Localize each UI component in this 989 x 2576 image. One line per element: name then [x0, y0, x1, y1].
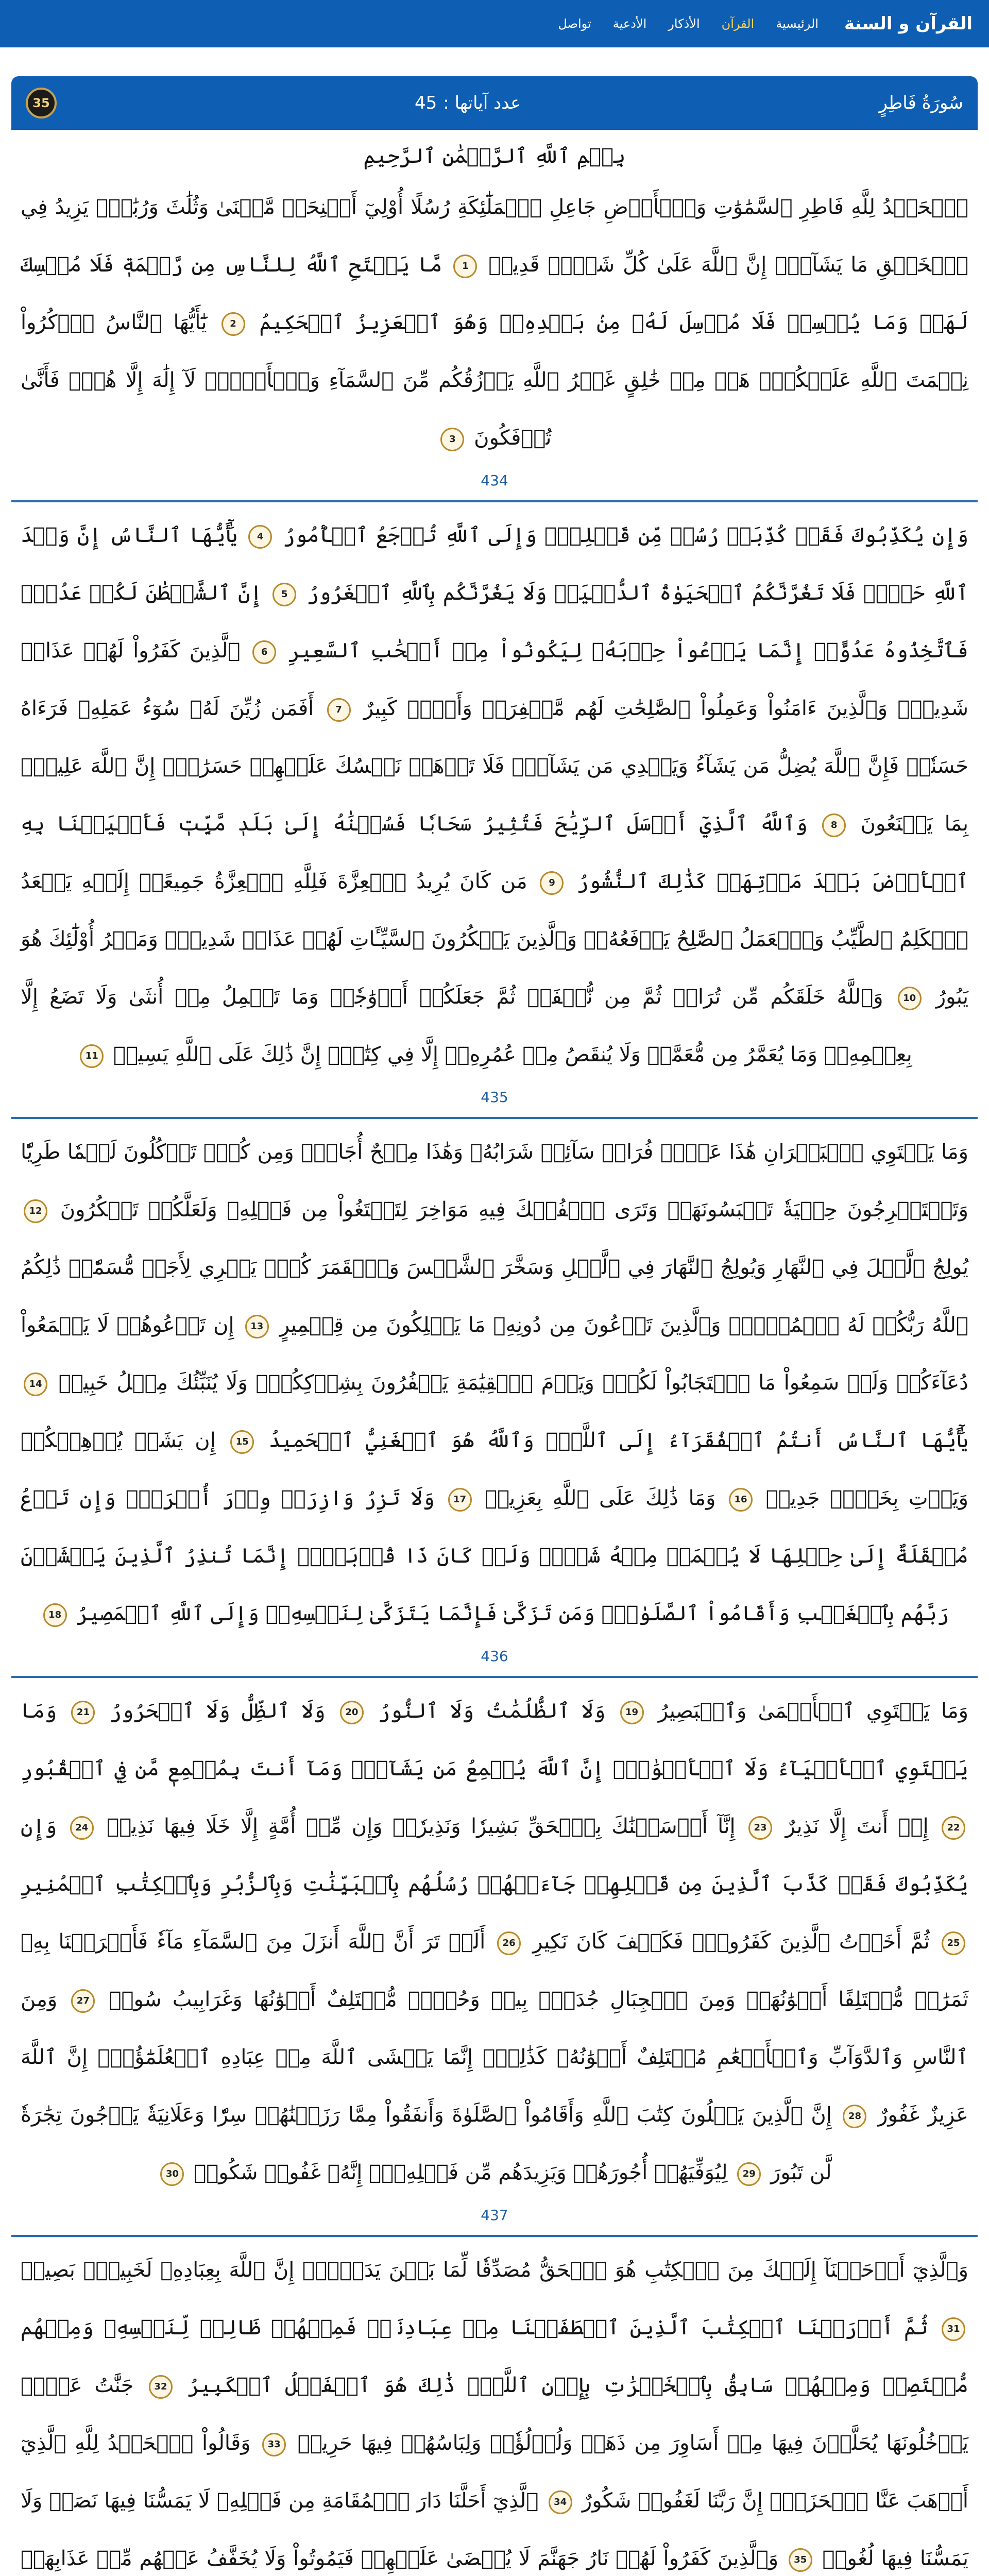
nav-link-duas[interactable]: الأدعية	[612, 16, 647, 31]
ayah-text: وَإِن يُكَذِّبُوكَ فَقَدۡ كُذِّبَتۡ رُسُلٞ مِّن قَبۡلِكَۚ وَإِلَى ٱللَّهِ تُرۡجَعُ ٱلۡأُمُورُ	[283, 523, 969, 547]
ayah-text: يَٰٓأَيُّهَا ٱلنَّاسُ إِنَّ وَعۡدَ ٱللَّهِ حَقّٞۖ فَلَا تَغُرَّنَّكُمُ ٱلۡحَيَوٰةُ ٱلدُّنۡيَاۖ وَلَا يَغُرَّنَّكُم بِٱللَّهِ ٱلۡغَرُورُ	[21, 523, 969, 605]
ayah-text: وَلَا ٱلظِّلُّ وَلَا ٱلۡحَرُورُ	[109, 1699, 326, 1723]
ayah-number-marker: 32	[149, 2375, 173, 2399]
ayah-text: ٱلَّذِينَ كَفَرُواْ لَهُمۡ عَذَابٞ شَدِيدٞۖ وَٱلَّذِينَ ءَامَنُواْ وَعَمِلُواْ ٱلصَّٰلِحَٰتِ لَهُم مَّغۡفِرَةٞ وَأَجۡرٞ كَبِيرٌ	[21, 639, 968, 720]
surah-number-badge: 35	[26, 88, 57, 118]
page-text	[21, 1682, 968, 2201]
mushaf-pages	[11, 130, 978, 2576]
ayah-number-marker: 3	[440, 428, 464, 451]
ayah-number-marker: 27	[71, 1989, 95, 2013]
page-text	[21, 178, 968, 467]
ayah-number-marker: 2	[221, 312, 245, 336]
ayah-number-marker: 9	[540, 871, 564, 895]
page-number: 434	[481, 472, 508, 489]
ayah-text: وَٱللَّهُ ٱلَّذِيٓ أَرۡسَلَ ٱلرِّيَٰحَ فَتُثِيرُ سَحَابٗا فَسُقۡنَٰهُ إِلَىٰ بَلَدٖ مَّيِّتٖ فَأَحۡيَيۡنَا بِهِ ٱلۡأَرۡضَ بَعۡدَ مَوۡتِهَاۚ كَذَٰلِكَ ٱلنُّشُورُ	[21, 812, 969, 893]
ayah-number-marker: 1	[453, 255, 477, 278]
mushaf-page	[11, 1678, 978, 2237]
ayah-text: يَٰٓأَيُّهَا ٱلنَّاسُ أَنتُمُ ٱلۡفُقَرَآءُ إِلَى ٱللَّهِۖ وَٱللَّهُ هُوَ ٱلۡغَنِيُّ ٱلۡحَمِيدُ	[268, 1429, 968, 1452]
ayah-number-marker: 31	[942, 2317, 965, 2341]
ayah-number-marker: 19	[620, 1701, 644, 1724]
mushaf-page	[11, 130, 978, 502]
site-brand[interactable]: القرآن و السنة	[844, 13, 973, 34]
ayah-number-marker: 28	[843, 2105, 866, 2128]
ayah-number-marker: 30	[160, 2162, 184, 2186]
ayah-number-marker: 17	[448, 1488, 472, 1512]
page-number: 437	[481, 2207, 508, 2224]
nav-link-home[interactable]: الرئيسية	[776, 16, 819, 31]
ayah-number-marker: 21	[71, 1701, 95, 1724]
ayah-number-marker: 25	[942, 1931, 965, 1955]
surah-header	[11, 76, 978, 130]
ayah-count-label: عدد آياتها :	[443, 93, 521, 113]
mushaf-page	[11, 502, 978, 1119]
ayah-number-marker: 8	[822, 814, 846, 837]
ayah-number-marker: 24	[70, 1816, 94, 1840]
ayah-text: ٱلَّذِيٓ أَحَلَّنَا دَارَ ٱلۡمُقَامَةِ مِن فَضۡلِهِۦ لَا يَمَسُّنَا فِيهَا نَصَبٞ وَلَا يَمَسُّنَا فِيهَا لُغُوبٞ	[21, 2489, 969, 2570]
ayah-text: وَٱللَّهُ خَلَقَكُم مِّن تُرَابٖ ثُمَّ مِن نُّطۡفَةٖ ثُمَّ جَعَلَكُمۡ أَزۡوَٰجٗاۚ وَمَا تَحۡمِلُ مِنۡ أُنثَىٰ وَلَا تَضَعُ إِلَّا بِعِلۡمِهِۦۚ وَمَا يُعَمَّرُ مِن مُّعَمَّرٖ وَلَا يُنقَصُ مِنۡ عُمُرِهِۦٓ إِلَّا فِي كِتَٰبٍۚ إِنَّ ذَٰلِكَ عَلَى ٱللَّهِ يَسِيرٞ	[21, 985, 912, 1066]
ayah-number-marker: 33	[262, 2433, 286, 2456]
ayah-text: أَفَمَن زُيِّنَ لَهُۥ سُوٓءُ عَمَلِهِۦ فَرَءَاهُ حَسَنٗاۖ فَإِنَّ ٱللَّهَ يُضِلُّ مَن يَشَآءُ وَيَهۡدِي مَن يَشَآءُۖ فَلَا تَذۡهَبۡ نَفۡسُكَ عَلَيۡهِمۡ حَسَرَٰتٍۚ إِنَّ ٱللَّهَ عَلِيمُۢ بِمَا يَصۡنَعُونَ	[21, 697, 969, 836]
page-text	[21, 1123, 968, 1642]
ayah-text: لِيُوَفِّيَهُمۡ أُجُورَهُمۡ وَيَزِيدَهُم مِّن فَضۡلِهِۦٓۚ إِنَّهُۥ غَفُورٞ شَكُورٞ	[194, 2161, 728, 2184]
ayah-count	[415, 93, 521, 113]
ayah-text: وَٱلَّذِيٓ أَوۡحَيۡنَآ إِلَيۡكَ مِنَ ٱلۡكِتَٰبِ هُوَ ٱلۡحَقُّ مُصَدِّقٗا لِّمَا بَيۡنَ يَدَيۡهِۗ إِنَّ ٱللَّهَ بِعِبَادِهِۦ لَخَبِيرُۢ بَصِيرٞ	[21, 2258, 968, 2282]
ayah-number-marker: 20	[340, 1701, 364, 1724]
ayah-text: وَلَا ٱلظُّلُمَٰتُ وَلَا ٱلنُّورُ	[378, 1699, 606, 1723]
ayah-number-marker: 14	[24, 1372, 47, 1396]
ayah-number-marker: 13	[245, 1315, 269, 1338]
basmala: بِسۡمِ ٱللَّهِ ٱلرَّحۡمَٰنِ ٱلرَّحِيمِ	[363, 144, 626, 168]
ayah-number-marker: 34	[549, 2490, 572, 2514]
ayah-text: وَمِنَ ٱلنَّاسِ وَٱلدَّوَآبِّ وَٱلۡأَنۡعَٰمِ مُخۡتَلِفٌ أَلۡوَٰنُهُۥ كَذَٰلِكَۗ إِنَّمَا يَخۡشَى ٱللَّهَ مِنۡ عِبَادِهِ ٱلۡعُلَمَٰٓؤُاْۗ إِنَّ ٱللَّهَ عَزِيزٌ غَفُورٌ	[21, 1988, 968, 2127]
nav-link-quran[interactable]: القرآن	[721, 16, 755, 31]
ayah-text: ٱلۡحَمۡدُ لِلَّهِ فَاطِرِ ٱلسَّمَٰوَٰتِ وَٱلۡأَرۡضِ جَاعِلِ ٱلۡمَلَٰٓئِكَةِ رُسُلًا أُوْلِيٓ أَجۡنِحَةٖ مَّثۡنَىٰ وَثُلَٰثَ وَرُبَٰعَۚ يَزِيدُ فِي ٱلۡخَلۡقِ مَا يَشَآءُۚ إِنَّ ٱللَّهَ عَلَىٰ كُلِّ شَيۡءٖ قَدِيرٞ	[21, 195, 968, 277]
ayah-text: يَٰٓأَيُّهَا ٱلنَّاسُ ٱذۡكُرُواْ نِعۡمَتَ ٱللَّهِ عَلَيۡكُمۡۚ هَلۡ مِنۡ خَٰلِقٍ غَيۡرُ ٱللَّهِ يَرۡزُقُكُم مِّنَ ٱلسَّمَآءِ وَٱلۡأَرۡضِۚ لَآ إِلَٰهَ إِلَّا هُوَۖ فَأَنَّىٰ تُؤۡفَكُونَ	[21, 311, 968, 450]
ayah-text: وَلَا تَزِرُ وَازِرَةٞ وِزۡرَ أُخۡرَىٰۚ وَإِن تَدۡعُ مُثۡقَلَةٌ إِلَىٰ حِمۡلِهَا لَا يُحۡمَلۡ مِنۡهُ شَيۡءٞ وَلَوۡ كَانَ ذَا قُرۡبَىٰٓۗ إِنَّمَا تُنذِرُ ٱلَّذِينَ يَخۡشَوۡنَ رَبَّهُم بِٱلۡغَيۡبِ وَأَقَامُواْ ٱلصَّلَوٰةَۚ وَمَن تَزَكَّىٰ فَإِنَّمَا يَتَزَكَّىٰ لِنَفۡسِهِۦۚ وَإِلَى ٱللَّهِ ٱلۡمَصِيرُ	[21, 1486, 968, 1625]
ayah-text: إِنَّ ٱلشَّيۡطَٰنَ لَكُمۡ عَدُوّٞ فَٱتَّخِذُوهُ عَدُوًّاۚ إِنَّمَا يَدۡعُواْ حِزۡبَهُۥ لِيَكُونُواْ مِنۡ أَصۡحَٰبِ ٱلسَّعِيرِ	[21, 581, 968, 663]
ayah-number-marker: 23	[748, 1816, 772, 1840]
ayah-text: وَمَا ذَٰلِكَ عَلَى ٱللَّهِ بِعَزِيزٖ	[485, 1486, 716, 1510]
ayah-number-marker: 6	[252, 640, 276, 664]
surah-title: سُورَةُ فَاطِرٍ	[879, 93, 963, 113]
page-text	[21, 506, 968, 1083]
ayah-number-marker: 15	[230, 1430, 254, 1454]
ayah-number-marker: 22	[942, 1816, 965, 1840]
ayah-text: وَمَا يَسۡتَوِي ٱلۡبَحۡرَانِ هَٰذَا عَذۡبٞ فُرَاتٞ سَآئِغٞ شَرَابُهُۥ وَهَٰذَا مِلۡحٌ أُجَاجٞۖ وَمِن كُلّٖ تَأۡكُلُونَ لَحۡمٗا طَرِيّٗا وَتَسۡتَخۡرِجُونَ حِلۡيَةٗ تَلۡبَسُونَهَاۖ وَتَرَى ٱلۡفُلۡكَ فِيهِ مَوَاخِرَ لِتَبۡتَغُواْ مِن فَضۡلِهِۦ وَلَعَلَّكُمۡ تَشۡكُرُونَ	[21, 1140, 969, 1222]
nav-link-contact[interactable]: تواصل	[558, 16, 591, 31]
page-text	[21, 2241, 968, 2576]
ayah-number-marker: 18	[43, 1603, 67, 1627]
ayah-text: إِن تَدۡعُوهُمۡ لَا يَسۡمَعُواْ دُعَآءَكُمۡ وَلَوۡ سَمِعُواْ مَا ٱسۡتَجَابُواْ لَكُمۡۖ وَيَوۡمَ ٱلۡقِيَٰمَةِ يَكۡفُرُونَ بِشِرۡكِكُمۡۚ وَلَا يُنَبِّئُكَ مِثۡلُ خَبِيرٖ	[21, 1313, 968, 1395]
ayah-number-marker: 12	[24, 1199, 47, 1223]
ayah-text: وَإِن يُكَذِّبُوكَ فَقَدۡ كَذَّبَ ٱلَّذِينَ مِن قَبۡلِهِمۡ جَآءَتۡهُمۡ رُسُلُهُم بِٱلۡبَيِّنَٰتِ وَبِٱلزُّبُرِ وَبِٱلۡكِتَٰبِ ٱلۡمُنِيرِ	[21, 1815, 968, 1896]
ayah-text: وَقَالُواْ ٱلۡحَمۡدُ لِلَّهِ ٱلَّذِيٓ أَذۡهَبَ عَنَّا ٱلۡحَزَنَۖ إِنَّ رَبَّنَا لَغَفُورٞ شَكُورٌ	[21, 2431, 969, 2513]
page-number: 436	[481, 1648, 508, 1665]
ayah-text: يُولِجُ ٱلَّيۡلَ فِي ٱلنَّهَارِ وَيُولِجُ ٱلنَّهَارَ فِي ٱلَّيۡلِ وَسَخَّرَ ٱلشَّمۡسَ وَٱلۡقَمَرَ كُلّٞ يَجۡرِي لِأَجَلٖ مُّسَمّٗىۚ ذَٰلِكُمُ ٱللَّهُ رَبُّكُمۡ لَهُ ٱلۡمُلۡكُۚ وَٱلَّذِينَ تَدۡعُونَ مِن دُونِهِۦ مَا يَمۡلِكُونَ مِن قِطۡمِيرٍ	[21, 1256, 968, 1337]
surah-container	[11, 76, 978, 2576]
ayah-number-marker: 10	[898, 987, 922, 1010]
ayah-text: جَنَّٰتُ عَدۡنٖ يَدۡخُلُونَهَا يُحَلَّوۡنَ فِيهَا مِنۡ أَسَاوِرَ مِن ذَهَبٖ وَلُؤۡلُؤٗاۖ وَلِبَاسُهُمۡ فِيهَا حَرِيرٞ	[21, 2374, 969, 2455]
ayah-number-marker: 4	[248, 525, 272, 549]
ayah-text: ثُمَّ أَوۡرَثۡنَا ٱلۡكِتَٰبَ ٱلَّذِينَ ٱصۡطَفَيۡنَا مِنۡ عِبَادِنَاۖ فَمِنۡهُمۡ ظَالِمٞ لِّنَفۡسِهِۦ وَمِنۡهُم مُّقۡتَصِدٞ وَمِنۡهُمۡ سَابِقُۢ بِٱلۡخَيۡرَٰتِ بِإِذۡنِ ٱللَّهِۚ ذَٰلِكَ هُوَ ٱلۡفَضۡلُ ٱلۡكَبِيرُ	[21, 2316, 968, 2397]
ayah-text: وَٱلَّذِينَ كَفَرُواْ لَهُمۡ نَارُ جَهَنَّمَ لَا يُقۡضَىٰ عَلَيۡهِمۡ فَيَمُوتُواْ وَلَا يُخَفَّفُ عَنۡهُم مِّنۡ عَذَابِهَاۚ	[21, 2547, 779, 2570]
ayah-number-marker: 26	[497, 1931, 521, 1955]
ayah-text: إِنَّآ أَرۡسَلۡنَٰكَ بِٱلۡحَقِّ بَشِيرٗا وَنَذِيرٗاۚ وَإِن مِّنۡ أُمَّةٍ إِلَّا خَلَا فِيهَا نَذِيرٞ	[107, 1815, 736, 1838]
ayah-text: وَمَا يَسۡتَوِي ٱلۡأَحۡيَآءُ وَلَا ٱلۡأَمۡوَٰتُۚ إِنَّ ٱللَّهَ يُسۡمِعُ مَن يَشَآءُۖ وَمَآ أَنتَ بِمُسۡمِعٖ مَّن فِي ٱلۡقُبُورِ	[21, 1699, 968, 1781]
ayah-count-value: 45	[415, 93, 437, 113]
ayah-number-marker: 11	[80, 1044, 104, 1068]
ayah-text: وَمَا يَسۡتَوِي ٱلۡأَعۡمَىٰ وَٱلۡبَصِيرُ	[658, 1699, 968, 1723]
ayah-number-marker: 35	[789, 2548, 812, 2572]
mushaf-page	[11, 2237, 978, 2576]
ayah-number-marker: 29	[737, 2162, 761, 2186]
top-navbar	[0, 0, 989, 47]
ayah-text: إِنۡ أَنتَ إِلَّا نَذِيرٌ	[785, 1815, 929, 1838]
nav-link-azkar[interactable]: الأذكار	[668, 16, 700, 31]
ayah-text: مَّا يَفۡتَحِ ٱللَّهُ لِلنَّاسِ مِن رَّحۡمَةٖ فَلَا مُمۡسِكَ لَهَاۖ وَمَا يُمۡسِكۡ فَلَا مُرۡسِلَ لَهُۥ مِنۢ بَعۡدِهِۦۚ وَهُوَ ٱلۡعَزِيزُ ٱلۡحَكِيمُ	[21, 253, 969, 334]
ayah-number-marker: 7	[327, 698, 351, 722]
page-number: 435	[481, 1089, 508, 1106]
ayah-text: أَلَمۡ تَرَ أَنَّ ٱللَّهَ أَنزَلَ مِنَ ٱلسَّمَآءِ مَآءٗ فَأَخۡرَجۡنَا بِهِۦ ثَمَرَٰتٖ مُّخۡتَلِفًا أَلۡوَٰنُهَاۚ وَمِنَ ٱلۡجِبَالِ جُدَدُۢ بِيضٞ وَحُمۡرٞ مُّخۡتَلِفٌ أَلۡوَٰنُهَا وَغَرَابِيبُ سُودٞ	[21, 1930, 968, 2011]
nav-links	[558, 16, 819, 31]
ayah-text: ثُمَّ أَخَذۡتُ ٱلَّذِينَ كَفَرُواْۖ فَكَيۡفَ كَانَ نَكِيرِ	[533, 1930, 930, 1954]
ayah-text: إِن يَشَأۡ يُذۡهِبۡكُمۡ وَيَأۡتِ بِخَلۡقٖ جَدِيدٖ	[21, 1429, 968, 1510]
ayah-text: مَن كَانَ يُرِيدُ ٱلۡعِزَّةَ فَلِلَّهِ ٱلۡعِزَّةُ جَمِيعًاۚ إِلَيۡهِ يَصۡعَدُ ٱلۡكَلِمُ ٱلطَّيِّبُ وَٱلۡعَمَلُ ٱلصَّٰلِحُ يَرۡفَعُهُۥۚ وَٱلَّذِينَ يَمۡكُرُونَ ٱلسَّيِّـَٔاتِ لَهُمۡ عَذَابٞ شَدِيدٞۖ وَمَكۡرُ أُوْلَٰٓئِكَ هُوَ يَبُورُ	[21, 870, 968, 1009]
mushaf-page	[11, 1119, 978, 1678]
ayah-number-marker: 16	[729, 1488, 753, 1512]
ayah-text: إِنَّ ٱلَّذِينَ يَتۡلُونَ كِتَٰبَ ٱللَّهِ وَأَقَامُواْ ٱلصَّلَوٰةَ وَأَنفَقُواْ مِمَّا رَزَقۡنَٰهُمۡ سِرّٗا وَعَلَانِيَةٗ يَرۡجُونَ تِجَٰرَةٗ لَّن تَبُورَ	[21, 2103, 832, 2184]
ayah-number-marker: 5	[272, 583, 296, 606]
